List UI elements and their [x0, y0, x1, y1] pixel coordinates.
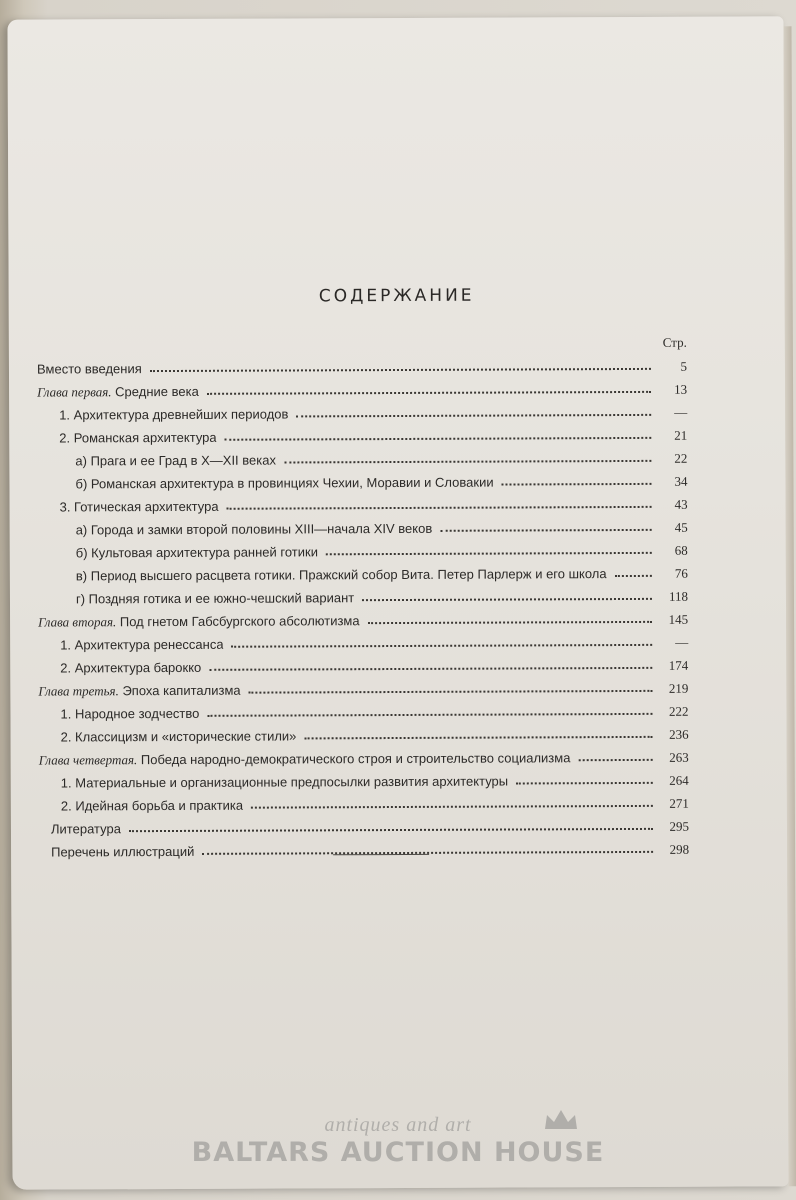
- page-column-header: Стр.: [662, 334, 687, 350]
- toc-entry: [38, 585, 688, 608]
- dot-leader: [207, 391, 651, 395]
- chapter-title: Эпоха капитализма: [122, 682, 241, 699]
- toc-entry: [38, 631, 688, 654]
- dot-leader: [207, 713, 652, 717]
- toc-entry-label: [39, 749, 571, 768]
- toc-entry-label: 1. Материальные и организационные предпосылки развития архитектуры: [60, 773, 509, 791]
- dot-leader: [284, 460, 651, 464]
- toc-entry-label: [37, 383, 199, 401]
- dot-leader: [368, 621, 652, 624]
- dot-leader: [232, 644, 653, 648]
- watermark-tagline: antiques and art: [324, 1114, 472, 1136]
- toc-entry-label: 1. Народное зодчество: [60, 705, 200, 722]
- dot-leader: [440, 529, 651, 532]
- chapter-prefix: Глава третья.: [38, 683, 119, 699]
- toc-entry-label: Перечень иллюстраций: [51, 843, 195, 860]
- toc-entry-page: 222: [668, 703, 689, 719]
- toc-entry-label: Литература: [50, 821, 121, 837]
- toc-entry-label: г) Поздняя готика и ее южно-чешский вариант: [75, 590, 355, 607]
- toc-entry-label: [38, 612, 360, 630]
- table-of-contents: [37, 335, 689, 864]
- toc-entry-page: 21: [674, 427, 688, 443]
- dot-leader: [516, 782, 653, 785]
- toc-entry-label: [38, 682, 240, 700]
- toc-entry: [38, 700, 688, 723]
- toc-entry: [39, 815, 689, 838]
- chapter-prefix: Глава вторая.: [38, 614, 117, 630]
- toc-chapter: [38, 608, 688, 631]
- book-page: [7, 16, 788, 1189]
- toc-entry-page: 13: [674, 381, 688, 397]
- toc-entry-label: 2. Классицизм и «исторические стили»: [60, 728, 297, 745]
- dot-leader: [502, 483, 652, 486]
- toc-entry-page: 76: [674, 565, 688, 581]
- dot-leader: [304, 736, 652, 740]
- dot-leader: [129, 828, 653, 832]
- toc-chapter: [39, 746, 689, 769]
- dot-leader: [225, 437, 652, 441]
- toc-entry-label: 3. Готическая архитектура: [59, 498, 219, 515]
- dot-leader: [251, 805, 653, 809]
- chapter-title: Победа народно-демократического строя и строительство социализма: [140, 750, 571, 768]
- dot-leader: [209, 667, 652, 671]
- toc-entry-page: 43: [674, 496, 688, 512]
- toc-entry-label: 1. Архитектура ренессанса: [60, 636, 224, 653]
- toc-entry: [37, 401, 687, 424]
- toc-entry-label: а) Города и замки второй половины XIII—начала XIV веков: [75, 520, 433, 538]
- toc-entry-page: 264: [669, 772, 689, 788]
- dot-leader: [296, 414, 651, 418]
- toc-chapter: [37, 378, 687, 401]
- toc-entry-page: 34: [674, 473, 688, 489]
- toc-entry: [39, 792, 689, 815]
- toc-entry: [38, 539, 688, 562]
- toc-entry-page: 118: [668, 588, 689, 604]
- dot-leader: [615, 575, 652, 577]
- toc-entry-page: —: [675, 634, 689, 650]
- toc-entry-page: 295: [669, 818, 690, 834]
- toc-entry-page: 45: [674, 519, 688, 535]
- dot-leader: [578, 759, 652, 761]
- toc-entry-page: 174: [668, 657, 689, 673]
- toc-entry-label: 2. Архитектура барокко: [60, 659, 202, 676]
- toc-entry-label: Вместо введения: [36, 361, 142, 377]
- toc-entry-label: в) Период высшего расцвета готики. Пражский собор Вита. Петер Парлерж и его школа: [75, 566, 607, 584]
- watermark-brand: BALTARS AUCTION HOUSE: [191, 1137, 605, 1168]
- toc-entry-page: 298: [669, 841, 690, 857]
- toc-entry-label: 1. Архитектура древнейших периодов: [59, 406, 289, 423]
- toc-chapter: [38, 677, 688, 700]
- toc-entry-page: 263: [669, 749, 689, 765]
- toc-entry-label: 2. Идейная борьба и практика: [60, 797, 244, 814]
- toc-entry-page: 271: [669, 795, 689, 811]
- chapter-prefix: Глава первая.: [37, 384, 112, 400]
- chapter-title: Средние века: [115, 383, 199, 400]
- page-title: СОДЕРЖАНИЕ: [318, 285, 475, 307]
- chapter-prefix: Глава четвертая.: [38, 752, 138, 768]
- chapter-title: Под гнетом Габсбургского абсолютизма: [119, 613, 360, 630]
- dot-leader: [227, 506, 652, 510]
- toc-entry: [38, 654, 688, 677]
- toc-entry: [39, 838, 689, 861]
- toc-entry: [37, 447, 687, 470]
- toc-entry: [38, 562, 688, 585]
- toc-entry-page: 22: [674, 450, 688, 466]
- toc-entry: [39, 769, 689, 792]
- toc-entry-page: 5: [680, 358, 688, 374]
- dot-leader: [150, 368, 651, 372]
- toc-entry: [37, 424, 687, 447]
- toc-entry-label: а) Прага и ее Град в X—XII веках: [75, 452, 276, 469]
- toc-entry-page: 145: [668, 611, 689, 627]
- toc-entry-page: —: [674, 404, 688, 420]
- toc-entry-label: б) Культовая архитектура ранней готики: [75, 544, 318, 561]
- toc-entry-label: б) Романская архитектура в провинциях Чехии, Моравии и Словакии: [75, 474, 494, 492]
- toc-entry-page: 219: [668, 680, 689, 696]
- dot-leader: [326, 552, 652, 555]
- dot-leader: [249, 690, 653, 694]
- toc-entry: [38, 516, 688, 539]
- toc-entry: [37, 470, 687, 493]
- dot-leader: [362, 598, 652, 601]
- toc-entry-page: 68: [674, 542, 688, 558]
- toc-entry-label: 2. Романская архитектура: [59, 429, 217, 446]
- toc-entry: [39, 723, 689, 746]
- toc-entry-page: 236: [669, 726, 689, 742]
- toc-entry: [38, 493, 688, 516]
- toc-entry: [37, 355, 687, 378]
